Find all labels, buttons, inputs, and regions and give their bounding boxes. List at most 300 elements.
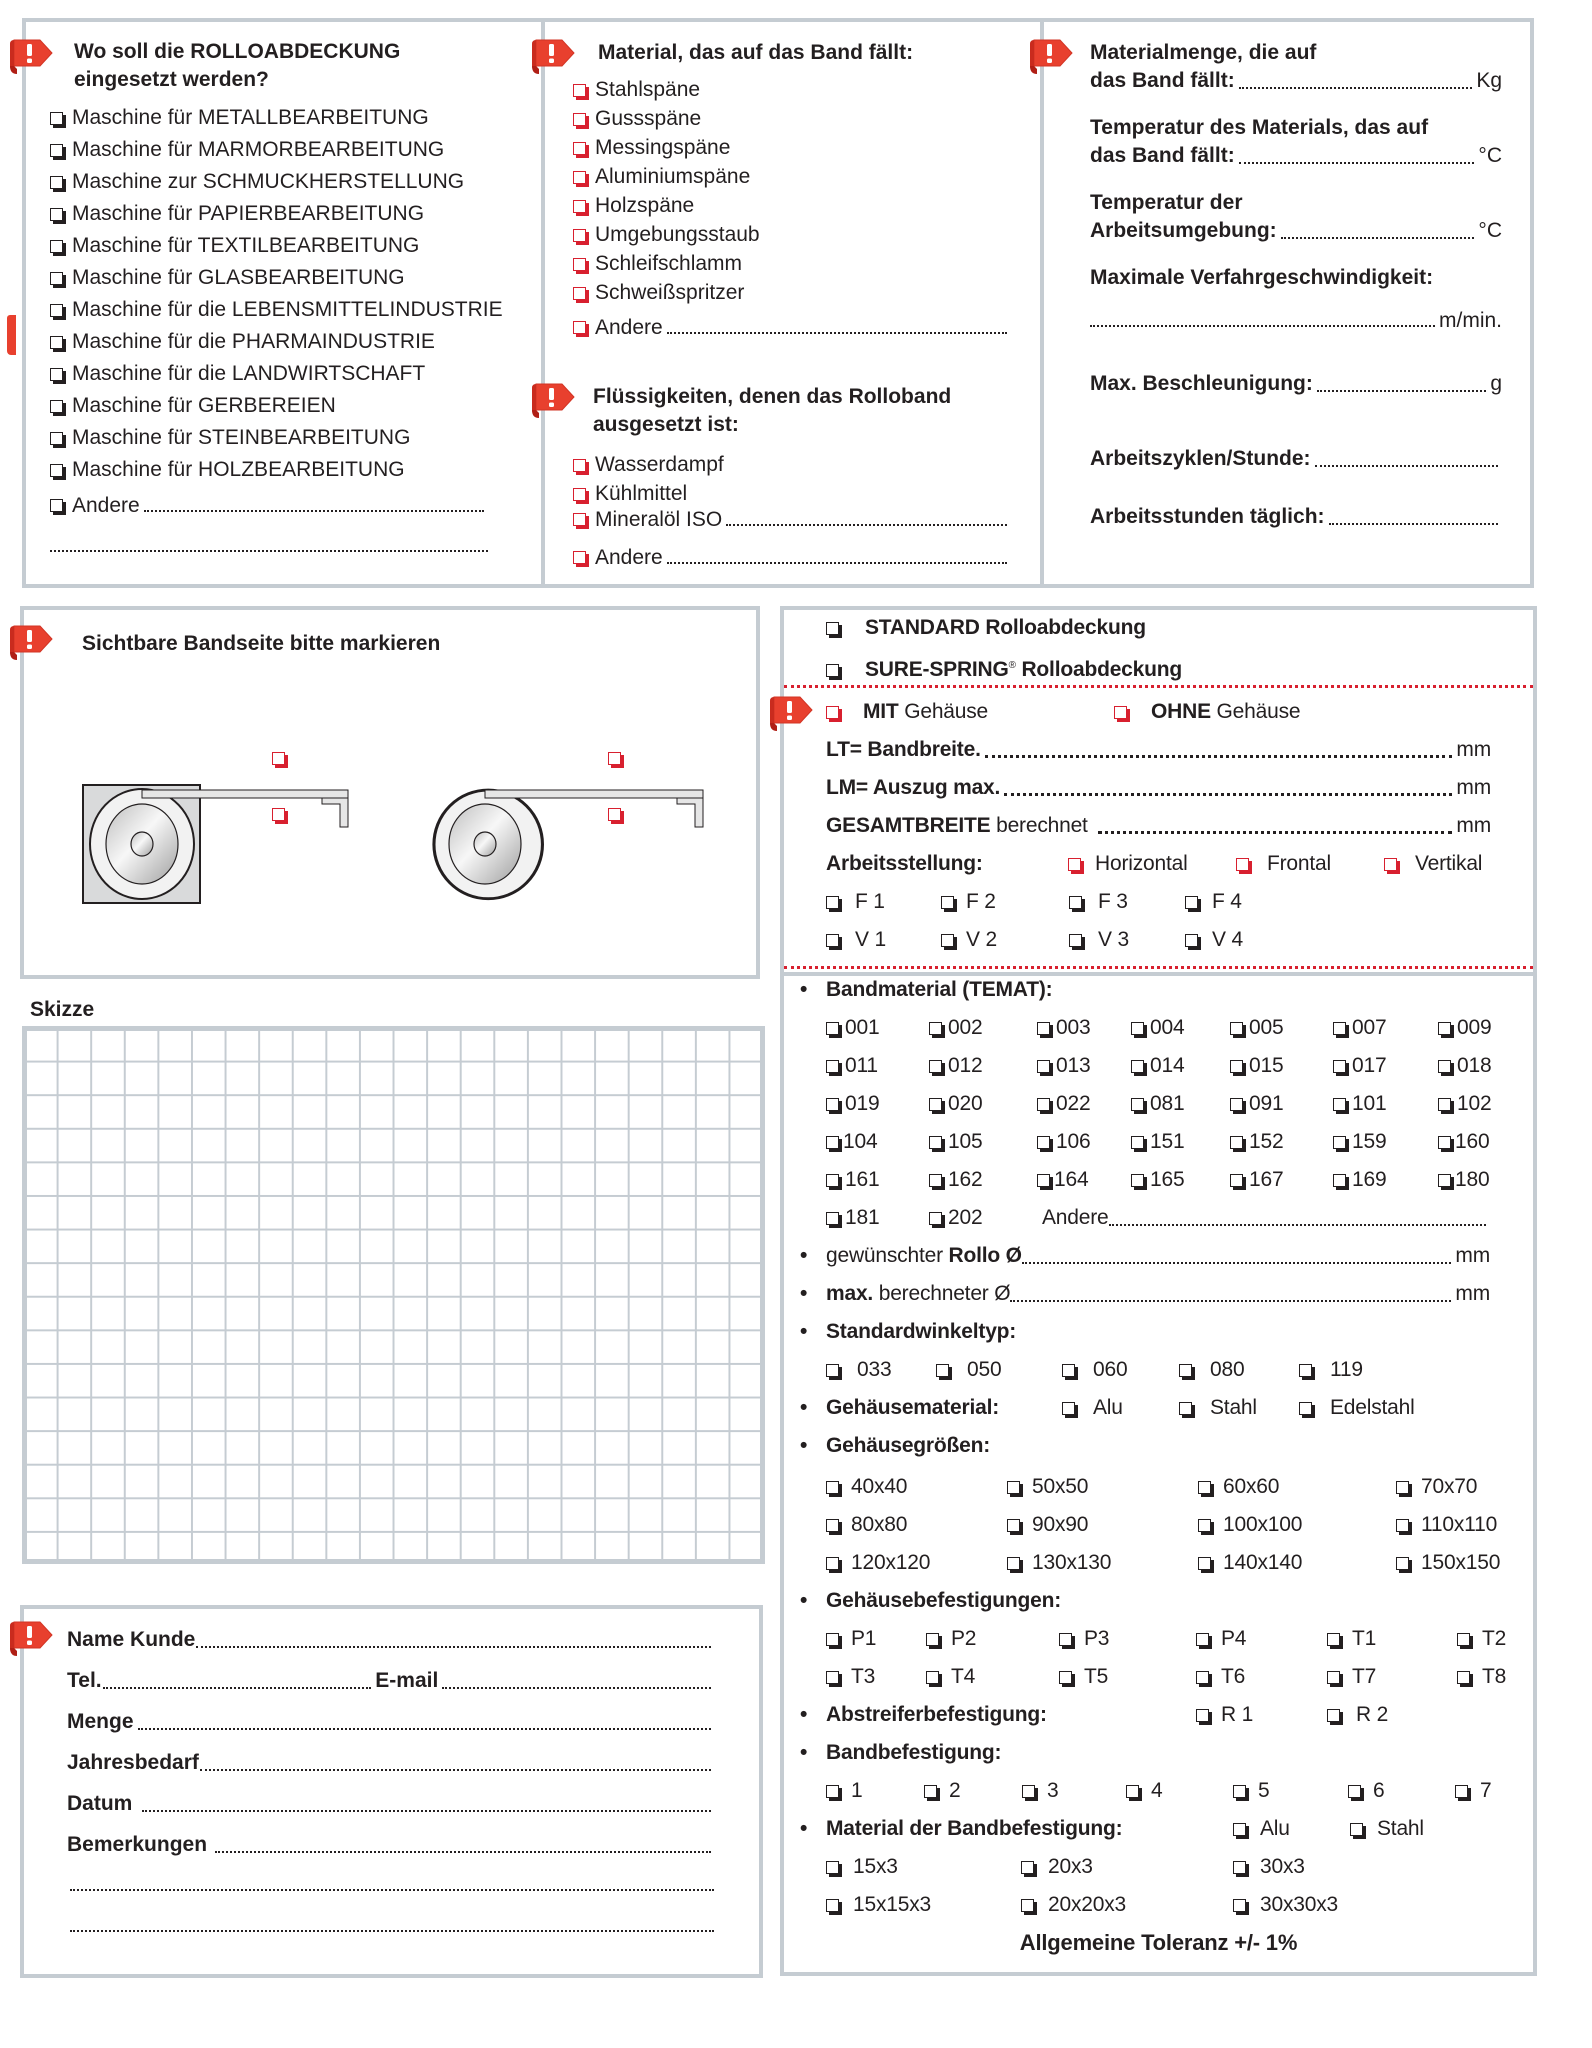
visible-bottom-checkbox-2[interactable]	[608, 808, 621, 821]
band-mount-option[interactable]: 1	[826, 1777, 862, 1805]
angle-option[interactable]: 080	[1179, 1356, 1244, 1384]
checkbox-icon[interactable]	[50, 144, 63, 157]
band-mount-material-option[interactable]: Stahl	[1350, 1815, 1424, 1843]
cycles-input[interactable]	[1315, 465, 1498, 467]
remarks-input[interactable]	[215, 1851, 711, 1853]
checkbox-icon[interactable]	[50, 336, 63, 349]
v-option[interactable]: V 2	[941, 926, 997, 954]
checkbox-icon[interactable]	[50, 176, 63, 189]
checkbox-icon[interactable]	[1007, 1557, 1020, 1570]
housing-mount-option[interactable]: T5	[1059, 1663, 1108, 1691]
desired-roll-diameter-field[interactable]: • gewünschter Rollo Ø mm	[826, 1242, 1490, 1270]
material-option[interactable]: Schleifschlamm	[573, 249, 760, 278]
position-vertical[interactable]: Vertikal	[1384, 850, 1482, 878]
material-option[interactable]: Messingspäne	[573, 133, 760, 162]
housing-material-option[interactable]: Alu	[1062, 1394, 1123, 1422]
checkbox-icon[interactable]	[826, 664, 839, 677]
temat-option[interactable]: 167	[1230, 1166, 1283, 1194]
application-option[interactable]: Maschine für die LEBENSMITTELINDUSTRIE	[50, 294, 530, 326]
profile-option[interactable]: 20x20x3	[1021, 1891, 1126, 1919]
hours-input[interactable]	[1329, 523, 1498, 525]
f-option[interactable]: F 1	[826, 888, 885, 916]
email-input[interactable]	[442, 1687, 711, 1689]
temat-option[interactable]: 091	[1230, 1090, 1283, 1118]
checkbox-icon[interactable]	[50, 272, 63, 285]
env-temp-field[interactable]: Arbeitsumgebung: °C	[1090, 219, 1502, 242]
checkbox-icon[interactable]	[1333, 1098, 1346, 1111]
liquid-option[interactable]: Wasserdampf	[573, 450, 1011, 479]
housing-size-option[interactable]: 40x40	[826, 1473, 907, 1501]
housing-size-option[interactable]: 80x80	[826, 1511, 907, 1539]
visible-bottom-checkbox-1[interactable]	[272, 808, 285, 821]
housing-mount-option[interactable]: T6	[1196, 1663, 1245, 1691]
tel-email-field[interactable]: Tel. E-mail	[67, 1667, 715, 1695]
checkbox-icon[interactable]	[1021, 1899, 1034, 1912]
f-option[interactable]: F 3	[1069, 888, 1128, 916]
checkbox-icon[interactable]	[1062, 1402, 1075, 1415]
checkbox-icon[interactable]	[826, 934, 839, 947]
angle-option[interactable]: 033	[826, 1356, 891, 1384]
checkbox-icon[interactable]	[1037, 1136, 1050, 1149]
profile-option[interactable]: 15x3	[826, 1853, 898, 1881]
checkbox-icon[interactable]	[50, 240, 63, 253]
checkbox-icon[interactable]	[1022, 1785, 1035, 1798]
checkbox-icon[interactable]	[1299, 1402, 1312, 1415]
date-input[interactable]	[142, 1810, 711, 1812]
housing-mount-option[interactable]: T4	[926, 1663, 975, 1691]
checkbox-icon[interactable]	[1196, 1633, 1209, 1646]
max-diameter-field[interactable]: • max. berechneter Ø mm	[826, 1280, 1490, 1308]
temat-option[interactable]: 015	[1230, 1052, 1283, 1080]
temat-option[interactable]: 013	[1037, 1052, 1090, 1080]
temat-option[interactable]: 018	[1438, 1052, 1491, 1080]
temat-option[interactable]: 003	[1037, 1014, 1090, 1042]
checkbox-icon[interactable]	[1230, 1174, 1243, 1187]
temat-other-input[interactable]	[1109, 1224, 1486, 1226]
iso-input-line[interactable]	[726, 524, 1007, 526]
v-option[interactable]: V 3	[1069, 926, 1129, 954]
checkbox-icon[interactable]	[1198, 1519, 1211, 1532]
remarks-field[interactable]: Bemerkungen	[67, 1831, 715, 1859]
temat-option[interactable]: 106	[1037, 1128, 1090, 1156]
material-option[interactable]: Stahlspäne	[573, 75, 760, 104]
checkbox-icon[interactable]	[1068, 858, 1081, 871]
checkbox-icon[interactable]	[573, 113, 586, 126]
checkbox-icon[interactable]	[1037, 1060, 1050, 1073]
housing-mount-option[interactable]: P1	[826, 1625, 876, 1653]
checkbox-icon[interactable]	[50, 499, 63, 512]
material-option[interactable]: Umgebungsstaub	[573, 220, 760, 249]
visible-top-checkbox-2[interactable]	[608, 752, 621, 765]
checkbox-icon[interactable]	[826, 1098, 839, 1111]
checkbox-icon[interactable]	[50, 112, 63, 125]
checkbox-icon[interactable]	[1299, 1364, 1312, 1377]
checkbox-icon[interactable]	[1333, 1136, 1346, 1149]
checkbox-icon[interactable]	[929, 1174, 942, 1187]
quantity-input[interactable]	[138, 1728, 711, 1730]
checkbox-icon[interactable]	[50, 208, 63, 221]
checkbox-icon[interactable]	[573, 459, 586, 472]
temat-option[interactable]: 152	[1230, 1128, 1283, 1156]
checkbox-icon[interactable]	[929, 1136, 942, 1149]
temat-option[interactable]: 005	[1230, 1014, 1283, 1042]
application-option[interactable]: Maschine für GERBEREIEN	[50, 390, 530, 422]
material-option[interactable]: Holzspäne	[573, 191, 760, 220]
checkbox-icon[interactable]	[1233, 1899, 1246, 1912]
temat-option[interactable]: 001	[826, 1014, 879, 1042]
temat-option[interactable]: 159	[1333, 1128, 1386, 1156]
application-option[interactable]: Maschine für PAPIERBEARBEITUNG	[50, 198, 530, 230]
housing-mount-option[interactable]: T7	[1327, 1663, 1376, 1691]
checkbox-icon[interactable]	[1327, 1633, 1340, 1646]
v-option[interactable]: V 4	[1185, 926, 1243, 954]
material-option[interactable]: Aluminiumspäne	[573, 162, 760, 191]
temat-option[interactable]: 202	[929, 1204, 982, 1232]
profile-option[interactable]: 30x30x3	[1233, 1891, 1338, 1919]
max-accel-input[interactable]	[1317, 390, 1486, 392]
checkbox-icon[interactable]	[1196, 1709, 1209, 1722]
temat-option[interactable]: 102	[1438, 1090, 1491, 1118]
env-temp-input[interactable]	[1281, 237, 1475, 239]
temat-option[interactable]: 020	[929, 1090, 982, 1118]
checkbox-icon[interactable]	[826, 1633, 839, 1646]
housing-mount-option[interactable]: T2	[1457, 1625, 1506, 1653]
checkbox-icon[interactable]	[1438, 1174, 1451, 1187]
checkbox-icon[interactable]	[1185, 896, 1198, 909]
total-width-input[interactable]	[1098, 831, 1453, 834]
checkbox-icon[interactable]	[1350, 1823, 1363, 1836]
application-option[interactable]: Maschine für METALLBEARBEITUNG	[50, 102, 530, 134]
roll-diameter-input[interactable]	[1022, 1262, 1452, 1264]
checkbox-icon[interactable]	[1021, 1861, 1034, 1874]
checkbox-icon[interactable]	[573, 321, 586, 334]
material-other-field[interactable]: Andere	[573, 316, 1011, 340]
checkbox-icon[interactable]	[924, 1785, 937, 1798]
checkbox-icon[interactable]	[573, 84, 586, 97]
max-extension-field[interactable]: LM= Auszug max. mm	[826, 776, 1491, 799]
housing-mount-option[interactable]: T8	[1457, 1663, 1506, 1691]
other-input-line[interactable]	[144, 510, 484, 512]
checkbox-icon[interactable]	[573, 258, 586, 271]
checkbox-icon[interactable]	[50, 400, 63, 413]
checkbox-icon[interactable]	[50, 368, 63, 381]
checkbox-icon[interactable]	[826, 1899, 839, 1912]
checkbox-icon[interactable]	[50, 432, 63, 445]
temat-option[interactable]: 011	[826, 1052, 878, 1080]
max-speed-input[interactable]	[1090, 325, 1435, 327]
checkbox-icon[interactable]	[826, 1022, 839, 1035]
checkbox-icon[interactable]	[1069, 896, 1082, 909]
band-width-input[interactable]	[985, 755, 1453, 758]
band-mount-option[interactable]: 5	[1233, 1777, 1269, 1805]
checkbox-icon[interactable]	[50, 464, 63, 477]
checkbox-icon[interactable]	[50, 304, 63, 317]
with-housing-option[interactable]: MIT Gehäuse	[826, 698, 988, 726]
checkbox-icon[interactable]	[826, 1364, 839, 1377]
temat-option[interactable]: 180	[1438, 1166, 1489, 1194]
checkbox-icon[interactable]	[826, 1136, 839, 1149]
temat-option[interactable]: 009	[1438, 1014, 1491, 1042]
checkbox-icon[interactable]	[1230, 1022, 1243, 1035]
housing-mount-option[interactable]: T1	[1327, 1625, 1376, 1653]
checkbox-icon[interactable]	[826, 1060, 839, 1073]
material-temp-input[interactable]	[1239, 162, 1475, 164]
temat-option[interactable]: 014	[1131, 1052, 1184, 1080]
band-mount-material-option[interactable]: Alu	[1233, 1815, 1290, 1843]
checkbox-icon[interactable]	[573, 551, 586, 564]
scraper-option[interactable]: R 2	[1327, 1701, 1388, 1729]
application-option[interactable]: Maschine für die PHARMAINDUSTRIE	[50, 326, 530, 358]
f-option[interactable]: F 2	[941, 888, 996, 916]
scraper-option[interactable]: R 1	[1196, 1701, 1253, 1729]
temat-option[interactable]: 105	[929, 1128, 982, 1156]
checkbox-icon[interactable]	[1198, 1557, 1211, 1570]
checkbox-icon[interactable]	[1114, 706, 1127, 719]
checkbox-icon[interactable]	[573, 488, 586, 501]
checkbox-icon[interactable]	[573, 229, 586, 242]
band-mount-option[interactable]: 7	[1455, 1777, 1491, 1805]
checkbox-icon[interactable]	[1384, 858, 1397, 871]
checkbox-icon[interactable]	[826, 1519, 839, 1532]
housing-size-option[interactable]: 110x110	[1396, 1511, 1497, 1539]
application-option[interactable]: Maschine für GLASBEARBEITUNG	[50, 262, 530, 294]
checkbox-icon[interactable]	[573, 287, 586, 300]
checkbox-icon[interactable]	[941, 934, 954, 947]
checkbox-icon[interactable]	[1179, 1364, 1192, 1377]
max-speed-field[interactable]: m/min.	[1090, 309, 1502, 333]
temat-option[interactable]: 104	[826, 1128, 877, 1156]
checkbox-icon[interactable]	[573, 171, 586, 184]
temat-option[interactable]: 165	[1131, 1166, 1184, 1194]
checkbox-icon[interactable]	[1230, 1136, 1243, 1149]
liquid-option[interactable]: Kühlmittel	[573, 479, 1011, 508]
checkbox-icon[interactable]	[1333, 1060, 1346, 1073]
temat-option[interactable]: 160	[1438, 1128, 1489, 1156]
annual-demand-field[interactable]: Jahresbedarf	[67, 1749, 715, 1777]
temat-option[interactable]: 162	[929, 1166, 982, 1194]
checkbox-icon[interactable]	[1438, 1022, 1451, 1035]
checkbox-icon[interactable]	[573, 142, 586, 155]
application-option[interactable]: Maschine für die LANDWIRTSCHAFT	[50, 358, 530, 390]
customer-name-field[interactable]: Name Kunde	[67, 1626, 715, 1654]
housing-size-option[interactable]: 150x150	[1396, 1549, 1500, 1577]
profile-option[interactable]: 30x3	[1233, 1853, 1305, 1881]
material-temp-field[interactable]: das Band fällt: °C	[1090, 144, 1502, 167]
checkbox-icon[interactable]	[1333, 1022, 1346, 1035]
application-other-line2[interactable]	[50, 550, 488, 552]
band-width-field[interactable]: LT= Bandbreite. mm	[826, 738, 1491, 761]
f-option[interactable]: F 4	[1185, 888, 1242, 916]
checkbox-icon[interactable]	[1196, 1671, 1209, 1684]
surespring-option[interactable]: SURE-SPRING® Rolloabdeckung	[826, 652, 1182, 684]
housing-size-option[interactable]: 90x90	[1007, 1511, 1088, 1539]
checkbox-icon[interactable]	[926, 1671, 939, 1684]
checkbox-icon[interactable]	[1037, 1022, 1050, 1035]
checkbox-icon[interactable]	[826, 1174, 839, 1187]
material-option[interactable]: Schweißspritzer	[573, 278, 760, 307]
checkbox-icon[interactable]	[1236, 858, 1249, 871]
housing-size-option[interactable]: 60x60	[1198, 1473, 1279, 1501]
checkbox-icon[interactable]	[1230, 1060, 1243, 1073]
checkbox-icon[interactable]	[1438, 1098, 1451, 1111]
checkbox-icon[interactable]	[1233, 1785, 1246, 1798]
tel-input[interactable]	[103, 1687, 372, 1689]
temat-option[interactable]: 161	[826, 1166, 879, 1194]
temat-option[interactable]: 181	[826, 1204, 879, 1232]
material-option[interactable]: Gussspäne	[573, 104, 760, 133]
checkbox-icon[interactable]	[573, 513, 586, 526]
checkbox-icon[interactable]	[1037, 1098, 1050, 1111]
angle-option[interactable]: 119	[1299, 1356, 1363, 1384]
checkbox-icon[interactable]	[1179, 1402, 1192, 1415]
remarks-line-2[interactable]	[70, 1889, 714, 1891]
checkbox-icon[interactable]	[826, 1212, 839, 1225]
band-mount-option[interactable]: 2	[924, 1777, 960, 1805]
checkbox-icon[interactable]	[826, 1671, 839, 1684]
max-diameter-input[interactable]	[1010, 1300, 1451, 1302]
checkbox-icon[interactable]	[1131, 1022, 1144, 1035]
band-mount-option[interactable]: 3	[1022, 1777, 1058, 1805]
max-extension-input[interactable]	[1004, 793, 1452, 796]
temat-option[interactable]: 022	[1037, 1090, 1090, 1118]
temat-option[interactable]: 081	[1131, 1090, 1184, 1118]
material-amount-field[interactable]: das Band fällt: Kg	[1090, 69, 1502, 92]
date-field[interactable]: Datum	[67, 1790, 715, 1818]
checkbox-icon[interactable]	[936, 1364, 949, 1377]
quantity-field[interactable]: Menge	[67, 1708, 715, 1736]
temat-other-field[interactable]: Andere	[1042, 1204, 1490, 1232]
checkbox-icon[interactable]	[1457, 1633, 1470, 1646]
housing-size-option[interactable]: 140x140	[1198, 1549, 1302, 1577]
temat-option[interactable]: 151	[1131, 1128, 1184, 1156]
visible-top-checkbox-1[interactable]	[272, 752, 285, 765]
housing-size-option[interactable]: 130x130	[1007, 1549, 1111, 1577]
checkbox-icon[interactable]	[573, 200, 586, 213]
checkbox-icon[interactable]	[1062, 1364, 1075, 1377]
checkbox-icon[interactable]	[1348, 1785, 1361, 1798]
checkbox-icon[interactable]	[826, 706, 839, 719]
checkbox-icon[interactable]	[1059, 1671, 1072, 1684]
housing-material-option[interactable]: Stahl	[1179, 1394, 1257, 1422]
checkbox-icon[interactable]	[1396, 1519, 1409, 1532]
housing-size-option[interactable]: 50x50	[1007, 1473, 1088, 1501]
temat-option[interactable]: 164	[1037, 1166, 1088, 1194]
annual-demand-input[interactable]	[200, 1769, 711, 1771]
checkbox-icon[interactable]	[1007, 1519, 1020, 1532]
remarks-line-3[interactable]	[70, 1930, 714, 1932]
checkbox-icon[interactable]	[1457, 1671, 1470, 1684]
checkbox-icon[interactable]	[1455, 1785, 1468, 1798]
cycles-field[interactable]: Arbeitszyklen/Stunde:	[1090, 445, 1502, 473]
checkbox-icon[interactable]	[826, 896, 839, 909]
application-option[interactable]: Maschine für HOLZBEARBEITUNG	[50, 454, 530, 486]
checkbox-icon[interactable]	[929, 1212, 942, 1225]
temat-option[interactable]: 002	[929, 1014, 982, 1042]
checkbox-icon[interactable]	[1131, 1136, 1144, 1149]
temat-option[interactable]: 019	[826, 1090, 879, 1118]
temat-option[interactable]: 007	[1333, 1014, 1386, 1042]
temat-option[interactable]: 101	[1333, 1090, 1386, 1118]
application-other-field[interactable]: Andere	[50, 494, 488, 518]
checkbox-icon[interactable]	[1059, 1633, 1072, 1646]
hours-field[interactable]: Arbeitsstunden täglich:	[1090, 503, 1502, 531]
mineral-oil-field[interactable]: Mineralöl ISO	[573, 508, 1011, 532]
checkbox-icon[interactable]	[929, 1098, 942, 1111]
band-mount-option[interactable]: 4	[1126, 1777, 1162, 1805]
checkbox-icon[interactable]	[1333, 1174, 1346, 1187]
housing-mount-option[interactable]: P2	[926, 1625, 976, 1653]
checkbox-icon[interactable]	[1126, 1785, 1139, 1798]
checkbox-icon[interactable]	[1327, 1671, 1340, 1684]
checkbox-icon[interactable]	[826, 1861, 839, 1874]
housing-mount-option[interactable]: T3	[826, 1663, 875, 1691]
checkbox-icon[interactable]	[929, 1060, 942, 1073]
v-option[interactable]: V 1	[826, 926, 886, 954]
checkbox-icon[interactable]	[1327, 1709, 1340, 1722]
temat-option[interactable]: 012	[929, 1052, 982, 1080]
sketch-grid[interactable]	[22, 1026, 765, 1564]
checkbox-icon[interactable]	[1131, 1174, 1144, 1187]
housing-size-option[interactable]: 70x70	[1396, 1473, 1477, 1501]
checkbox-icon[interactable]	[1396, 1481, 1409, 1494]
profile-option[interactable]: 15x15x3	[826, 1891, 931, 1919]
checkbox-icon[interactable]	[941, 896, 954, 909]
other-input-line[interactable]	[667, 562, 1007, 564]
standard-option[interactable]: STANDARD Rolloabdeckung	[826, 614, 1146, 642]
temat-option[interactable]: 017	[1333, 1052, 1386, 1080]
checkbox-icon[interactable]	[1233, 1823, 1246, 1836]
housing-material-option[interactable]: Edelstahl	[1299, 1394, 1415, 1422]
checkbox-icon[interactable]	[826, 622, 839, 635]
checkbox-icon[interactable]	[926, 1633, 939, 1646]
checkbox-icon[interactable]	[1131, 1060, 1144, 1073]
checkbox-icon[interactable]	[1438, 1060, 1451, 1073]
customer-name-input[interactable]	[196, 1646, 711, 1648]
application-option[interactable]: Maschine für TEXTILBEARBEITUNG	[50, 230, 530, 262]
checkbox-icon[interactable]	[1007, 1481, 1020, 1494]
application-option[interactable]: Maschine für MARMORBEARBEITUNG	[50, 134, 530, 166]
checkbox-icon[interactable]	[929, 1022, 942, 1035]
checkbox-icon[interactable]	[1069, 934, 1082, 947]
checkbox-icon[interactable]	[1037, 1174, 1050, 1187]
angle-option[interactable]: 060	[1062, 1356, 1127, 1384]
housing-size-option[interactable]: 120x120	[826, 1549, 930, 1577]
application-option[interactable]: Maschine zur SCHMUCKHERSTELLUNG	[50, 166, 530, 198]
position-frontal[interactable]: Frontal	[1236, 850, 1331, 878]
checkbox-icon[interactable]	[1396, 1557, 1409, 1570]
checkbox-icon[interactable]	[1198, 1481, 1211, 1494]
checkbox-icon[interactable]	[1131, 1098, 1144, 1111]
housing-mount-option[interactable]: P4	[1196, 1625, 1246, 1653]
checkbox-icon[interactable]	[826, 1785, 839, 1798]
checkbox-icon[interactable]	[1438, 1136, 1451, 1149]
checkbox-icon[interactable]	[826, 1481, 839, 1494]
application-option[interactable]: Maschine für STEINBEARBEITUNG	[50, 422, 530, 454]
temat-option[interactable]: 004	[1131, 1014, 1184, 1042]
total-width-field[interactable]: GESAMTBREITE berechnet mm	[826, 814, 1491, 837]
housing-mount-option[interactable]: P3	[1059, 1625, 1109, 1653]
checkbox-icon[interactable]	[1185, 934, 1198, 947]
checkbox-icon[interactable]	[1233, 1861, 1246, 1874]
checkbox-icon[interactable]	[826, 1557, 839, 1570]
other-input-line[interactable]	[667, 332, 1007, 334]
temat-option[interactable]: 169	[1333, 1166, 1386, 1194]
housing-size-option[interactable]: 100x100	[1198, 1511, 1302, 1539]
band-mount-option[interactable]: 6	[1348, 1777, 1384, 1805]
checkbox-icon[interactable]	[1230, 1098, 1243, 1111]
without-housing-option[interactable]: OHNE Gehäuse	[1114, 698, 1300, 726]
profile-option[interactable]: 20x3	[1021, 1853, 1093, 1881]
